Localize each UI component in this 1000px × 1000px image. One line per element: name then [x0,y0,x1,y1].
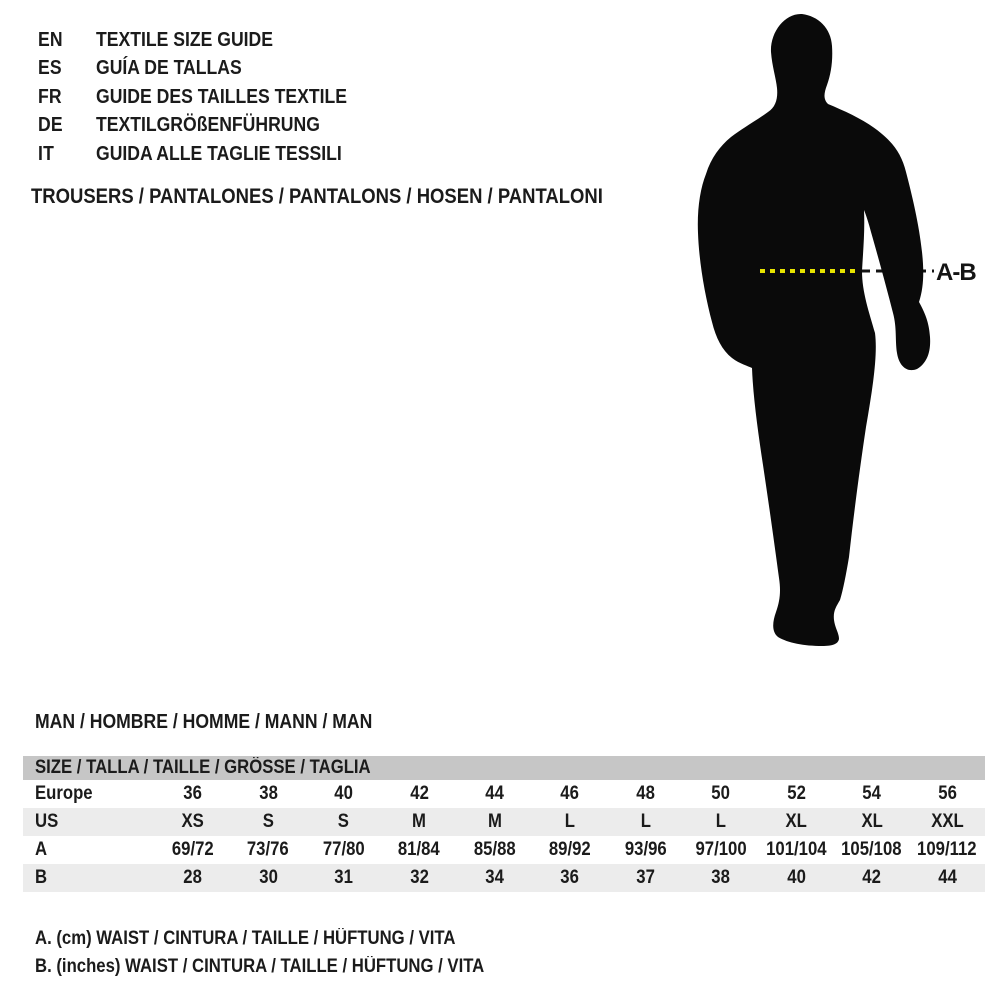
size-cell: S [338,811,350,832]
row-label: B [35,867,48,888]
size-cell: 37 [636,867,655,888]
size-cell: 44 [485,783,504,804]
size-cell: 56 [937,783,957,804]
size-cell: 50 [711,783,731,804]
size-cell: XXL [930,811,964,832]
size-cell: 38 [258,783,278,804]
size-cell: 48 [636,783,655,804]
size-table [23,756,985,892]
table-row-us [23,808,985,836]
size-cell: 28 [183,867,203,888]
gender-title: MAN / HOMBRE / HOMME / MANN / MAN [35,711,373,733]
row-label: A [35,839,48,860]
size-cell: M [412,811,427,832]
size-cell: 46 [560,783,580,804]
size-cell: 93/96 [624,839,667,860]
man-silhouette [698,14,930,646]
size-cell: 42 [862,867,882,888]
language-code: DE [38,114,63,137]
size-cell: 40 [334,783,353,804]
language-label: TEXTILGRÖßENFÜHRUNG [96,114,320,137]
language-label: GUIDA ALLE TAGLIE TESSILI [96,142,342,165]
size-cell: 89/92 [549,839,591,860]
table-row-a-cm [23,836,985,864]
language-code: ES [38,57,62,80]
footnote-a: A. (cm) WAIST / CINTURA / TAILLE / HÜFTUNG / VITA [35,928,456,949]
size-cell: L [640,811,651,832]
size-cell: 42 [409,783,429,804]
size-cell: 69/72 [171,839,214,860]
product-title: TROUSERS / PANTALONES / PANTALONS / HOSEN / PANTALONI [31,185,603,208]
size-cell: 30 [258,867,278,888]
size-cell: 34 [485,867,504,888]
size-cell: 77/80 [322,839,365,860]
size-cell: 81/84 [398,839,441,860]
size-cell: 44 [937,867,957,888]
size-cell: XL [785,811,808,832]
size-cell: XL [861,811,883,832]
size-table-header: SIZE / TALLA / TAILLE / GRÖSSE / TAGLIA [23,756,985,780]
language-label: TEXTILE SIZE GUIDE [96,28,274,51]
size-cell: 101/104 [766,839,827,860]
language-code: IT [38,142,55,165]
language-code: EN [38,28,63,51]
language-label: GUIDE DES TAILLES TEXTILE [96,85,347,108]
row-label: US [35,811,59,832]
table-row-b-inches [23,864,985,892]
size-cell: 97/100 [695,839,747,860]
language-code: FR [38,85,62,108]
row-label: Europe [35,783,93,804]
size-cell: S [262,811,274,832]
measurement-footnotes [35,925,546,981]
size-cell: 85/88 [473,839,516,860]
size-cell: 52 [787,783,806,804]
size-cell: M [487,811,502,832]
size-cell: 36 [560,867,580,888]
size-cell: 36 [183,783,203,804]
size-cell: XS [181,811,204,832]
size-cell: L [564,811,576,832]
size-cell: 31 [334,867,353,888]
size-cell: 38 [711,867,731,888]
size-cell: 109/112 [917,839,978,860]
measure-label: A-B [936,259,976,286]
language-label: GUÍA DE TALLAS [96,57,242,80]
size-cell: 105/108 [841,839,903,860]
size-cell: 73/76 [247,839,290,860]
footnote-b: B. (inches) WAIST / CINTURA / TAILLE / HÜFTUNG / VITA [35,956,485,977]
table-row-europe [23,780,985,808]
size-cell: L [715,811,727,832]
size-cell: 32 [409,867,429,888]
size-cell: 54 [862,783,882,804]
size-cell: 40 [787,867,806,888]
